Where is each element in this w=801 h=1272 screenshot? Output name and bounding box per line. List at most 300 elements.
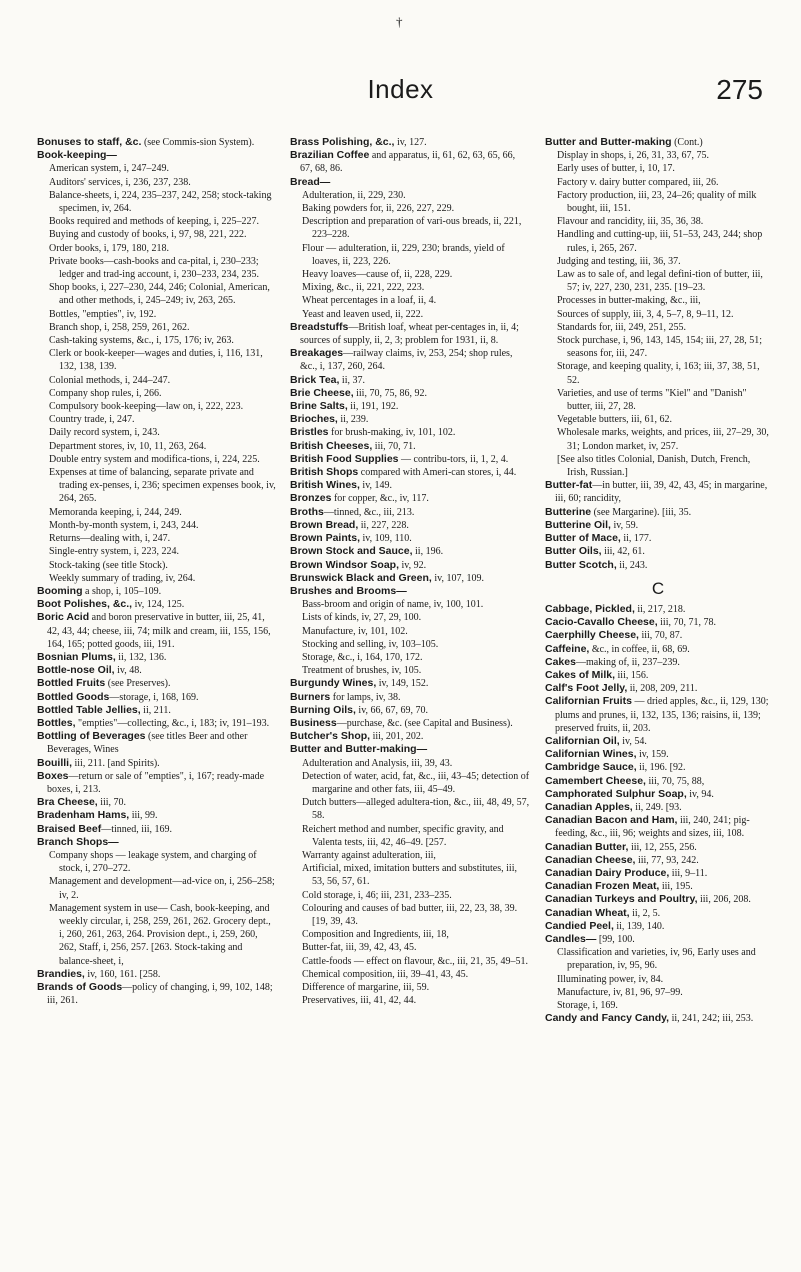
entry-text: ii, 249. [93. xyxy=(632,801,682,813)
entry-heading: Brioches, xyxy=(290,413,338,426)
index-subentry xyxy=(37,215,277,228)
entry-text: iv, 66, 67, 69, 70. xyxy=(355,704,429,716)
index-subentry xyxy=(37,519,277,532)
entry-text: American system, i, 247–249. xyxy=(49,163,169,175)
index-entry xyxy=(545,695,771,735)
index-subentry xyxy=(545,387,771,413)
entry-heading: Canadian Cheese, xyxy=(545,853,636,866)
index-entry xyxy=(290,572,530,585)
index-entry xyxy=(290,440,530,453)
entry-text: Compulsory book-keeping—law on, i, 222, 223. xyxy=(49,401,244,413)
index-subentry xyxy=(37,466,277,506)
index-entry xyxy=(545,735,771,748)
entry-text: Cash-taking systems, &c., i, 175, 176; iv, 263. xyxy=(49,335,234,347)
entry-text: Illuminating power, iv, 84. xyxy=(557,973,664,985)
entry-text: Flour — adulteration, ii, 229, 230; brands, yield of loaves, ii, 223, 226. xyxy=(302,242,505,267)
entry-text: —railway claims, iv, 253, 254; shop rules, &c., i, 137, 260, 264. xyxy=(300,348,513,373)
entry-heading: British Cheeses, xyxy=(290,439,373,452)
entry-heading: Boot Polishes, &c., xyxy=(37,598,133,611)
index-subentry xyxy=(545,189,771,215)
index-subentry xyxy=(290,981,530,994)
entry-text: Preservatives, iii, 41, 42, 44. xyxy=(302,995,417,1007)
entry-text: Standards for, iii, 249, 251, 255. xyxy=(557,321,687,333)
entry-text: —return or sale of "empties", i, 167; ready-made boxes, i, 213. xyxy=(47,770,265,795)
index-subentry xyxy=(290,215,530,241)
entry-heading: Caerphilly Cheese, xyxy=(545,629,639,642)
entry-text: Varieties, and use of terms "Kiel" and "Danish" butter, iii, 27, 28. xyxy=(557,387,747,413)
index-subentry xyxy=(37,875,277,901)
entry-heading: Bread— xyxy=(290,175,331,188)
index-subentry xyxy=(37,453,277,466)
index-subentry xyxy=(37,545,277,558)
index-entry xyxy=(545,532,771,545)
index-entry xyxy=(545,629,771,642)
index-entry xyxy=(37,691,277,704)
entry-text: Baking powders for, ii, 226, 227, 229. xyxy=(302,203,455,215)
entry-heading: Butter of Mace, xyxy=(545,532,621,545)
entry-text: iii, 201, 202. xyxy=(370,731,424,743)
index-entry xyxy=(37,677,277,690)
index-entry xyxy=(545,814,771,840)
index-entry xyxy=(545,893,771,906)
index-entry xyxy=(37,823,277,836)
entry-text: Sources of supply, iii, 3, 4, 5–7, 8, 9–11, 12. xyxy=(557,308,734,320)
entry-text: ii, 217, 218. xyxy=(634,603,686,615)
entry-heading: Burgundy Wines, xyxy=(290,677,377,690)
entry-text: iv, 149. xyxy=(359,480,393,492)
index-entry xyxy=(545,643,771,656)
entry-text: iii, 70. xyxy=(97,797,127,809)
index-subentry xyxy=(545,973,771,986)
entry-text: compared with Ameri-can stores, i, 44. xyxy=(358,467,517,479)
entry-text: Management system in use— Cash, book-keeping, and weekly circular, i, 258, 259, 261, 262. Grocery dept., i, 260, 261, 263, 264. Provision dept., i, 259, 260, 262, Staff, i, 256, 257. [263. Stock-taking and balance-sheet, i, xyxy=(49,902,271,967)
entry-text: Cold storage, i, 46; iii, 231, 233–235. xyxy=(302,889,452,901)
entry-text: ii, 241, 242; iii, 253. xyxy=(669,1013,754,1025)
index-subentry xyxy=(37,440,277,453)
index-subentry xyxy=(37,189,277,215)
index-entry xyxy=(545,506,771,519)
entry-text: —policy of changing, i, 99, 102, 148; iii, 261. xyxy=(47,982,273,1007)
entry-heading: Breakages xyxy=(290,347,344,360)
entry-text: —tinned, iii, 169. xyxy=(101,823,173,835)
entry-text: —storage, i, 168, 169. xyxy=(109,691,199,703)
index-entry xyxy=(545,867,771,880)
entry-heading: Butter and Butter-making xyxy=(545,136,672,148)
index-subentry xyxy=(37,255,277,281)
entry-text: iii, 211. [and Spirits). xyxy=(72,757,160,769)
entry-heading: Book-keeping— xyxy=(37,149,117,162)
entry-text: —British loaf, wheat per-centages in, ii, 4; sources of supply, ii, 2, 3; problem for 1931, ii, 8. xyxy=(300,321,519,347)
index-entry xyxy=(37,757,277,770)
entry-text: ii, 243. xyxy=(616,559,648,571)
entry-text: Treatment of brushes, iv, 105. xyxy=(302,665,422,677)
entry-text: iii, 12, 255, 256. xyxy=(628,841,697,853)
index-subentry xyxy=(37,426,277,439)
entry-text: Shop books, i, 227–230, 244, 246; Colonial, American, and other methods, i, 245–249; iv, 263, 265. xyxy=(49,282,270,307)
index-subentry xyxy=(37,400,277,413)
entry-heading: Bottled Table Jellies, xyxy=(37,703,141,716)
entry-heading: Brown Stock and Sauce, xyxy=(290,545,413,558)
entry-text: Flavour and rancidity, iii, 35, 36, 38. xyxy=(557,216,704,228)
index-entry xyxy=(290,492,530,505)
entry-heading: Californian Wines, xyxy=(545,748,637,761)
index-entry xyxy=(290,466,530,479)
entry-text: Bottles, "empties", iv, 192. xyxy=(49,308,157,320)
entry-text: Cattle-foods — effect on flavour, &c., iii, 21, 35, 49–51. xyxy=(302,955,529,967)
entry-text: for copper, &c., iv, 117. xyxy=(331,493,429,505)
entry-heading: Burning Oils, xyxy=(290,703,356,716)
entry-heading: Brown Paints, xyxy=(290,532,361,545)
index-subentry xyxy=(37,242,277,255)
entry-text: Difference of margarine, iii, 59. xyxy=(302,982,430,993)
index-entry xyxy=(290,545,530,558)
index-entry xyxy=(37,598,277,611)
printer-mark: † xyxy=(396,14,403,29)
entry-heading: Booming xyxy=(37,584,83,597)
index-subentry xyxy=(545,294,771,307)
index-subentry xyxy=(545,413,771,426)
index-subentry xyxy=(37,559,277,572)
entry-heading: Candles— xyxy=(545,932,597,945)
entry-text: Books required and methods of keeping, i, 225–227. xyxy=(49,216,259,228)
index-entry xyxy=(290,559,530,572)
entry-text: Handling and cutting-up, iii, 51–53, 243, 244; shop rules, i, 265, 267. xyxy=(557,229,763,254)
entry-text: —in butter, iii, 39, 42, 43, 45; in margarine, iii, 60; rancidity, xyxy=(555,480,768,505)
entry-heading: Bronzes xyxy=(290,492,332,505)
index-subentry xyxy=(545,149,771,162)
index-subentry xyxy=(290,902,530,928)
entry-heading: Candied Peel, xyxy=(545,919,614,932)
index-entry xyxy=(545,682,771,695)
page-title: Index xyxy=(367,74,434,104)
index-subentry xyxy=(37,506,277,519)
index-column-3 xyxy=(545,136,771,1025)
entry-text: Adulteration, ii, 229, 230. xyxy=(302,189,406,201)
index-entry xyxy=(545,920,771,933)
entry-heading: Cacio-Cavallo Cheese, xyxy=(545,616,658,629)
index-subentry xyxy=(37,347,277,373)
entry-text: Artificial, mixed, imitation butters and substitutes, iii, 53, 56, 57, 61. xyxy=(302,863,517,888)
entry-heading: Boric Acid xyxy=(37,611,90,624)
entry-heading: Branch Shops— xyxy=(37,835,119,848)
index-entry xyxy=(37,968,277,981)
entry-text: Expenses at time of balancing, separate private and trading ex-penses, i, 236; specimen expenses book, iv, 264, 265. xyxy=(49,467,276,505)
entry-text: Bass-broom and origin of name, iv, 100, 101. xyxy=(302,599,484,611)
entry-text: for brush-making, iv, 101, 102. xyxy=(328,427,456,439)
entry-text: ii, 132, 136. xyxy=(115,651,167,663)
index-subentry xyxy=(290,941,530,954)
entry-text: iii, 9–11. xyxy=(669,867,708,879)
index-entry xyxy=(290,413,530,426)
entry-heading: Brushes and Brooms— xyxy=(290,584,407,597)
entry-text: iv, 124, 125. xyxy=(132,599,185,611)
entry-heading: Bra Cheese, xyxy=(37,796,98,809)
index-subentry xyxy=(545,308,771,321)
index-subentry xyxy=(290,796,530,822)
entry-text: ii, 2, 5. xyxy=(629,907,661,919)
index-entry xyxy=(545,841,771,854)
entry-text: Heavy loaves—cause of, ii, 228, 229. xyxy=(302,269,453,281)
entry-heading: Canadian Wheat, xyxy=(545,906,630,919)
index-subentry xyxy=(545,215,771,228)
entry-heading: Business xyxy=(290,716,337,729)
index-entry xyxy=(545,559,771,572)
entry-text: ii, 196. [92. xyxy=(636,762,686,774)
entry-heading: Bottles, xyxy=(37,716,76,729)
entry-text: Storage, and keeping quality, i, 163; iii, 37, 38, 51, 52. xyxy=(557,361,760,386)
entry-text: Judging and testing, iii, 36, 37. xyxy=(557,255,681,267)
entry-text: Buying and custody of books, i, 97, 98, 221, 222. xyxy=(49,229,247,241)
index-subentry xyxy=(545,162,771,175)
entry-text: Double entry system and modifica-tions, i, 224, 225. xyxy=(49,453,260,465)
entry-text: —purchase, &c. (see Capital and Business). xyxy=(336,717,513,729)
entry-text: iii, 42, 61. xyxy=(601,546,645,558)
entry-heading: Breadstuffs xyxy=(290,320,349,333)
entry-text: Vegetable butters, iii, 61, 62. xyxy=(557,414,672,426)
index-entry xyxy=(290,479,530,492)
index-subentry xyxy=(545,999,771,1012)
entry-text: iii, 206, 208. xyxy=(697,894,751,906)
index-subentry xyxy=(290,928,530,941)
section-letter: C xyxy=(651,578,665,598)
entry-text: Balance-sheets, i, 224, 235–237, 242, 258; stock-taking specimen, iv, 264. xyxy=(49,189,272,215)
entry-text: iv, 127. xyxy=(394,137,427,148)
entry-heading: Camembert Cheese, xyxy=(545,774,646,787)
entry-text: — contribu-tors, ii, 1, 2, 4. xyxy=(398,453,509,465)
index-entry xyxy=(290,730,530,743)
entry-heading: Caffeine, xyxy=(545,642,590,655)
entry-text: ii, 227, 228. xyxy=(358,519,409,531)
entry-heading: Canadian Bacon and Ham, xyxy=(545,814,678,827)
entry-text: Auditors' services, i, 236, 237, 238. xyxy=(49,176,191,188)
entry-text: Classification and varieties, iv, 96, Early uses and preparation, iv, 95, 96. xyxy=(557,947,756,972)
index-entry xyxy=(545,656,771,669)
index-subentry xyxy=(37,228,277,241)
entry-text: Composition and Ingredients, iii, 18, xyxy=(302,929,449,941)
index-entry xyxy=(545,761,771,774)
entry-heading: Brunswick Black and Green, xyxy=(290,571,432,584)
entry-text: Department stores, iv, 10, 11, 263, 264. xyxy=(49,440,207,452)
entry-text: ii, 211. xyxy=(140,704,171,716)
index-entry xyxy=(37,585,277,598)
entry-text: Month-by-month system, i, 243, 244. xyxy=(49,519,199,531)
index-entry xyxy=(545,479,771,505)
entry-heading: British Food Supplies xyxy=(290,452,399,465)
entry-text: iv, 54. xyxy=(619,735,647,747)
index-subentry xyxy=(545,334,771,360)
entry-text: Branch shop, i, 258, 259, 261, 262. xyxy=(49,321,190,333)
index-entry xyxy=(290,453,530,466)
index-entry xyxy=(545,616,771,629)
entry-text: Order books, i, 179, 180, 218. xyxy=(49,242,169,254)
entry-heading: Broths xyxy=(290,505,324,518)
entry-heading: Boxes xyxy=(37,769,69,782)
entry-text: Stocking and selling, iv, 103–105. xyxy=(302,638,439,650)
entry-text: &c., in coffee, ii, 68, 69. xyxy=(589,643,690,655)
entry-heading: Bradenham Hams, xyxy=(37,809,130,822)
index-subentry xyxy=(545,228,771,254)
entry-text: Detection of water, acid, fat, &c., iii, 43–45; detection of margarine and other fats, iii, 45–49. xyxy=(302,770,530,795)
entry-heading: Bottled Goods xyxy=(37,690,110,703)
index-subentry xyxy=(290,770,530,796)
index-subentry xyxy=(290,955,530,968)
index-subentry xyxy=(37,849,277,875)
index-entry xyxy=(545,136,771,149)
index-subentry xyxy=(545,321,771,334)
entry-text: Country trade, i, 247. xyxy=(49,414,135,426)
index-entry xyxy=(545,603,771,616)
entry-heading: Canadian Turkeys and Poultry, xyxy=(545,893,698,906)
entry-text: Weekly summary of trading, iv, 264. xyxy=(49,572,196,584)
entry-heading: Californian Fruits xyxy=(545,695,632,708)
entry-heading: Cabbage, Pickled, xyxy=(545,602,635,615)
index-entry xyxy=(545,854,771,867)
index-subentry xyxy=(290,849,530,862)
entry-heading: Brie Cheese, xyxy=(290,386,354,399)
entry-text: Wheat percentages in a loaf, ii, 4. xyxy=(302,295,437,307)
entry-text: Law as to sale of, and legal defini-tion of butter, iii, 57; iv, 227, 230, 231, 235. [19–23. xyxy=(557,269,763,294)
index-subentry xyxy=(37,413,277,426)
entry-text: iii, 156. xyxy=(615,669,649,681)
index-entry xyxy=(545,933,771,946)
index-entry xyxy=(290,704,530,717)
entry-heading: Candy and Fancy Candy, xyxy=(545,1012,670,1025)
index-subentry xyxy=(290,625,530,638)
entry-text: Company shop rules, i, 266. xyxy=(49,387,162,399)
entry-heading: Brass Polishing, &c., xyxy=(290,136,395,148)
entry-text: Daily record system, i, 243. xyxy=(49,427,160,439)
entry-text: [99, 100. xyxy=(596,933,635,945)
index-subentry xyxy=(290,757,530,770)
entry-heading: British Shops xyxy=(290,466,359,479)
index-entry xyxy=(37,651,277,664)
entry-heading: Brine Salts, xyxy=(290,400,348,413)
entry-text: iii, 195. xyxy=(659,881,693,893)
entry-text: Factory v. dairy butter compared, iii, 26. xyxy=(557,176,719,188)
entry-text: Yeast and leaven used, ii, 222. xyxy=(302,308,424,320)
entry-heading: Cambridge Sauce, xyxy=(545,761,637,774)
entry-heading: Calf's Foot Jelly, xyxy=(545,682,628,695)
entry-text: and apparatus, ii, 61, 62, 63, 65, 66, 67, 68, 86. xyxy=(300,150,516,175)
index-entry xyxy=(290,506,530,519)
index-entry xyxy=(290,743,530,756)
entry-text: iv, 160, 161. [258. xyxy=(84,968,161,980)
index-subentry xyxy=(290,968,530,981)
index-entry xyxy=(37,836,277,849)
index-entry xyxy=(290,374,530,387)
entry-text: Manufacture, iv, 101, 102. xyxy=(302,625,408,637)
index-subentry xyxy=(37,281,277,307)
index-entry xyxy=(290,691,530,704)
index-entry xyxy=(290,677,530,690)
entry-heading: Brands of Goods xyxy=(37,981,123,993)
index-entry xyxy=(290,532,530,545)
entry-heading: Butter Oils, xyxy=(545,545,602,558)
entry-heading: Brazilian Coffee xyxy=(290,149,370,162)
index-entry xyxy=(290,149,530,175)
entry-heading: Burners xyxy=(290,690,331,703)
entry-heading: Braised Beef xyxy=(37,822,102,835)
entry-text: Colonial methods, i, 244–247. xyxy=(49,374,171,386)
index-entry xyxy=(545,775,771,788)
entry-text: iv, 149, 152. xyxy=(376,678,429,690)
index-entry xyxy=(545,748,771,761)
entry-text: Colouring and causes of bad butter, iii, 22, 23, 38, 39. [19, 39, 43. xyxy=(302,902,518,927)
entry-heading: Butter Scotch, xyxy=(545,558,617,571)
index-subentry xyxy=(290,308,530,321)
entry-text: Stock purchase, i, 96, 143, 145, 154; iii, 27, 28, 51; seasons for, iii, 247. xyxy=(557,335,762,360)
entry-heading: Bottle-nose Oil, xyxy=(37,664,115,677)
entry-heading: Canadian Butter, xyxy=(545,840,629,853)
entry-text: iii, 77, 93, 242. xyxy=(635,854,699,866)
entry-heading: Butterine xyxy=(545,505,592,518)
index-subentry xyxy=(290,994,530,1007)
index-subentry xyxy=(37,387,277,400)
index-entry xyxy=(37,611,277,651)
entry-heading: Brandies, xyxy=(37,967,85,980)
index-column-2 xyxy=(290,136,530,1007)
index-entry xyxy=(545,545,771,558)
entry-text: ii, 239. xyxy=(337,414,369,426)
index-entry xyxy=(37,136,277,149)
index-subentry xyxy=(290,823,530,849)
entry-text: Clerk or book-keeper—wages and duties, i, 116, 131, 132, 138, 139. xyxy=(49,348,263,373)
index-subentry xyxy=(545,360,771,386)
entry-text: Manufacture, iv, 81, 96, 97–99. xyxy=(557,986,683,998)
entry-text: Memoranda keeping, i, 244, 249. xyxy=(49,506,182,518)
entry-text: Mixing, &c., ii, 221, 222, 223. xyxy=(302,282,425,294)
entry-text: Company shops — leakage system, and charging of stock, i, 270–272. xyxy=(49,849,257,875)
entry-text: iii, 70, 75, 86, 92. xyxy=(353,387,427,399)
entry-text: (see Margarine). [iii, 35. xyxy=(591,506,692,518)
entry-text: iii, 99. xyxy=(129,810,158,822)
index-entry xyxy=(37,809,277,822)
index-subentry xyxy=(290,638,530,651)
index-subentry xyxy=(545,946,771,972)
entry-text: — dried apples, &c., ii, 129, 130; plums and prunes, ii, 132, 135, 136; raisins, ii, 139; preserved fruits, ii, 203. xyxy=(555,696,769,734)
index-subentry xyxy=(37,572,277,585)
entry-text: Display in shops, i, 26, 31, 33, 67, 75. xyxy=(557,150,709,162)
entry-heading: Bosnian Plums, xyxy=(37,650,116,663)
index-entry xyxy=(545,519,771,532)
index-entry xyxy=(37,981,277,1007)
index-entry xyxy=(290,136,530,149)
index-entry xyxy=(37,730,277,756)
index-subentry xyxy=(290,202,530,215)
entry-heading: Canadian Dairy Produce, xyxy=(545,866,670,879)
index-column-1 xyxy=(37,136,277,1007)
entry-heading: Bonuses to staff, &c. xyxy=(37,136,142,148)
index-entry xyxy=(290,387,530,400)
index-subentry xyxy=(37,308,277,321)
entry-text: Factory production, iii, 23, 24–26; quality of milk bought, iii, 151. xyxy=(557,189,757,215)
entry-text: iv, 94. xyxy=(686,788,714,800)
index-subentry xyxy=(290,889,530,902)
index-entry xyxy=(545,1012,771,1025)
entry-text: iv, 48. xyxy=(114,665,142,677)
entry-text: iv, 92. xyxy=(399,559,427,571)
index-subentry xyxy=(545,176,771,189)
index-subentry xyxy=(290,598,530,611)
entry-text: ii, 196. xyxy=(412,546,444,558)
entry-heading: Bottled Fruits xyxy=(37,677,106,690)
entry-text: ii, 37. xyxy=(339,374,365,386)
entry-text: ii, 191, 192. xyxy=(347,401,399,413)
entry-text: ii, 208, 209, 211. xyxy=(627,683,698,695)
index-entry xyxy=(290,347,530,373)
index-subentry xyxy=(37,532,277,545)
page-number: 275 xyxy=(716,74,763,105)
